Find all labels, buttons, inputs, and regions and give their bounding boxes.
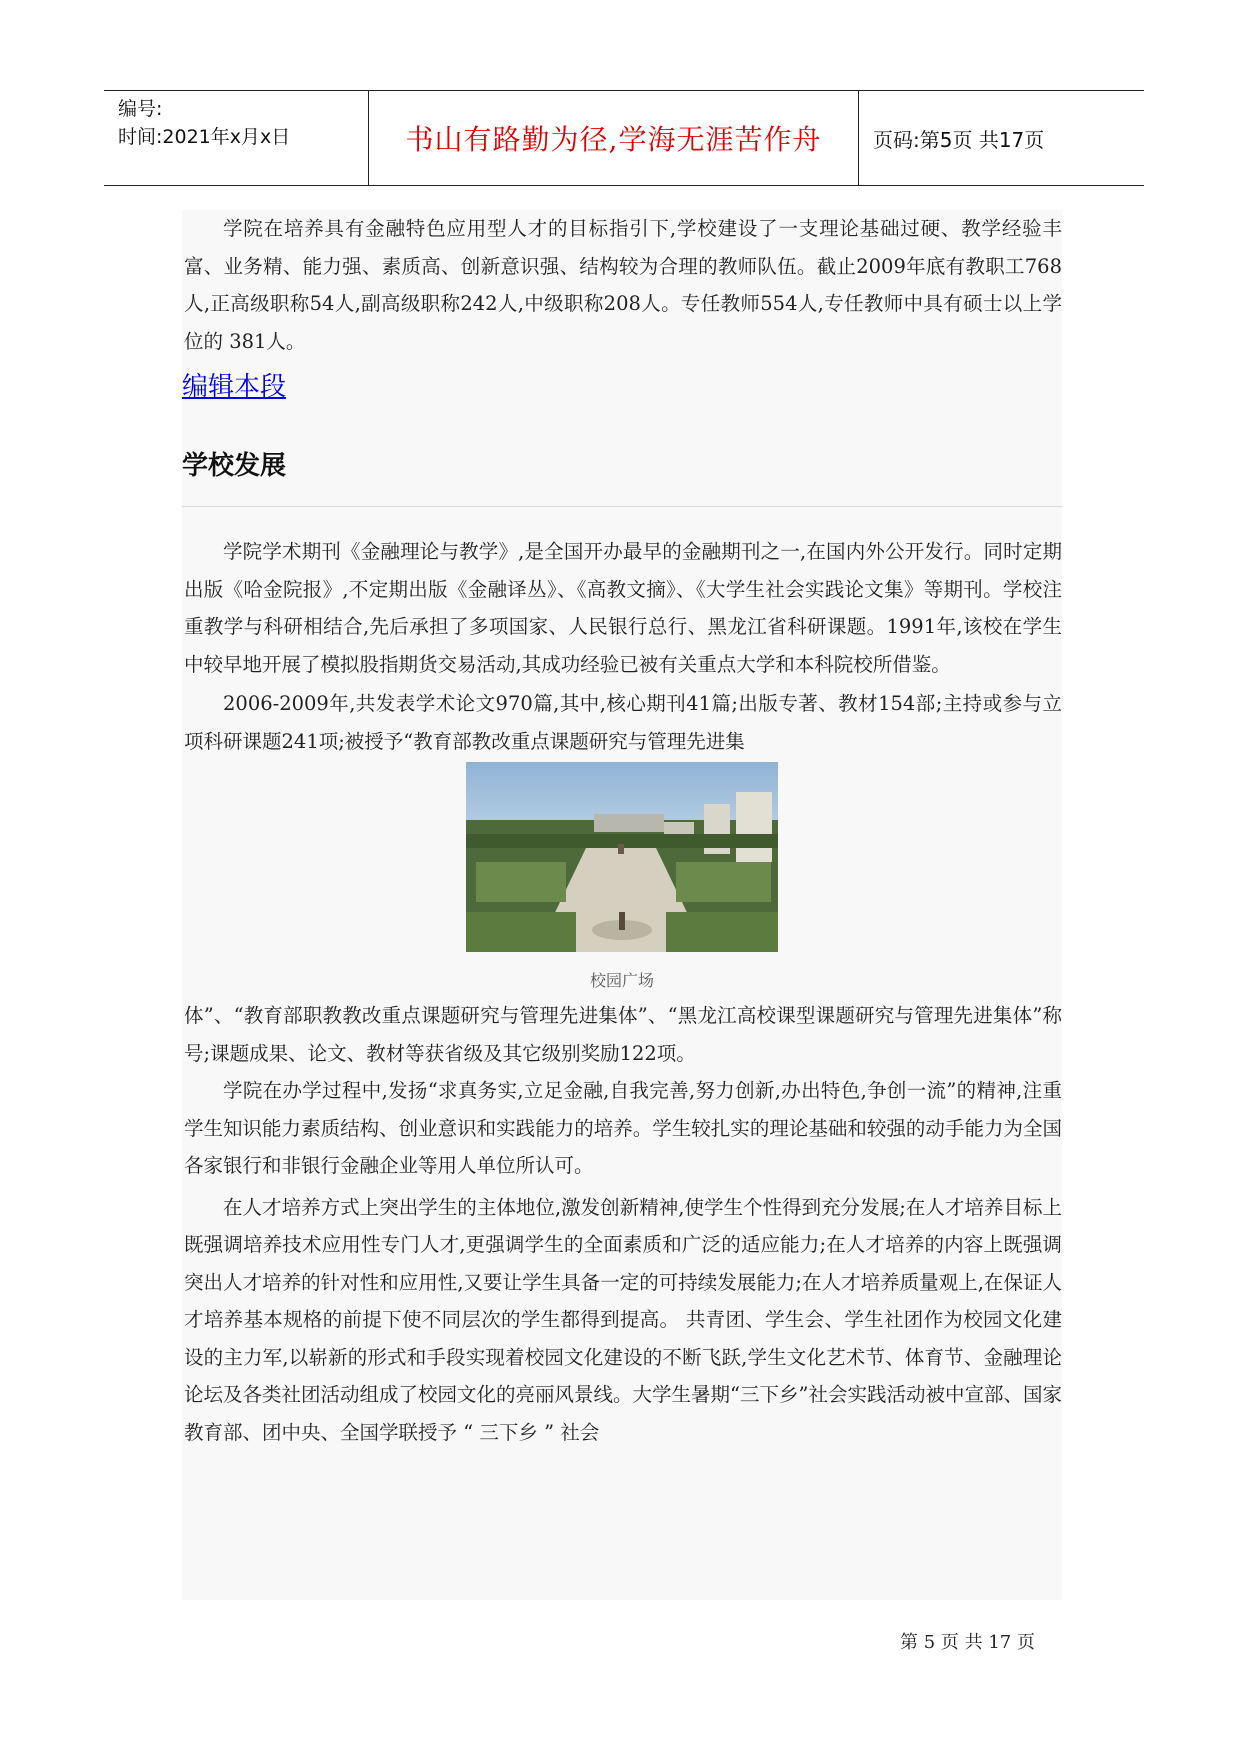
header-motto: 书山有路勤为径,学海无涯苦作舟	[369, 91, 859, 185]
paragraph-awards: 体”、“教育部职教教改重点课题研究与管理先进集体”、“黑龙江高校课型课题研究与管理先进集体”称号;课题成果、论文、教材等获省级及其它级别奖励122项。	[184, 1004, 1062, 1065]
header-meta	[104, 91, 369, 185]
header-number-label: 编号:	[118, 98, 163, 120]
paragraph-research: 2006-2009年,共发表学术论文970篇,其中,核心期刊41篇;出版专著、教材154部;主持或参与立项科研课题241项;被授予“教育部教改重点课题研究与管理先进集	[184, 692, 1062, 753]
paragraph-talent-cultivation: 在人才培养方式上突出学生的主体地位,激发创新精神,使学生个性得到充分发展;在人才培养目标上既强调培养技术应用性专门人才,更强调学生的全面素质和广泛的适应能力;在人才培养的内容上既强调突出人才培养的针对性和应用性,又要让学生具备一定的可持续发展能力;在人才培养质量观上,在保证人才培养基本规格的前提下使不同层次的学生都得到提高。 共青团、学生会、学生社团作为校园文化建设的主力军,以崭新的形式和手段实现着校园文化建设的不断飞跃,学生文化艺术节、体育节、金融理论论坛及各类社团活动组成了校园文化的亮丽风景线。大学生暑期“三下乡”社会实践活动被中宣部、国家教育部、团中央、全国学联授予 “ 三下乡 ” 社会	[184, 1195, 1062, 1444]
header-time-label: 时间:2021年x月x日	[118, 126, 291, 148]
paragraph-faculty: 学院在培养具有金融特色应用型人才的目标指引下,学校建设了一支理论基础过硬、教学经验丰富、业务精、能力强、素质高、创新意识强、结构较为合理的教师队伍。截止2009年底有教职工768人,正高级职称54人,副高级职称242人,中级职称208人。专任教师554人,专任教师中具有硕士以上学位的 381人。	[184, 217, 1062, 353]
figure-caption: 校园广场	[589, 971, 654, 990]
page-header	[104, 90, 1144, 186]
edit-section-link[interactable]: 编辑本段	[182, 372, 287, 402]
article-body	[182, 210, 1062, 1600]
campus-square-photo	[466, 762, 778, 952]
page-footer: 第 5 页 共 17 页	[900, 1632, 1035, 1653]
header-page-label: 页码:第5页 共17页	[873, 127, 1045, 152]
paragraph-spirit: 学院在办学过程中,发扬“求真务实,立足金融,自我完善,努力创新,办出特色,争创一流”的精神,注重学生知识能力素质结构、创业意识和实践能力的培养。学生较扎实的理论基础和较强的动手能力为全国各家银行和非银行金融企业等用人单位所认可。	[184, 1079, 1062, 1177]
campus-figure	[182, 762, 1062, 991]
paragraph-journals: 学院学术期刊《金融理论与教学》,是全国开办最早的金融期刊之一,在国内外公开发行。同时定期出版《哈金院报》,不定期出版《金融译丛》、《高教文摘》、《大学生社会实践论文集》等期刊。学校注重教学与科研相结合,先后承担了多项国家、人民银行总行、黑龙江省科研课题。1991年,该校在学生中较早地开展了模拟股指期货交易活动,其成功经验已被有关重点大学和本科院校所借鉴。	[184, 540, 1062, 676]
section-divider	[182, 506, 1062, 507]
section-title: 学校发展	[182, 451, 287, 481]
